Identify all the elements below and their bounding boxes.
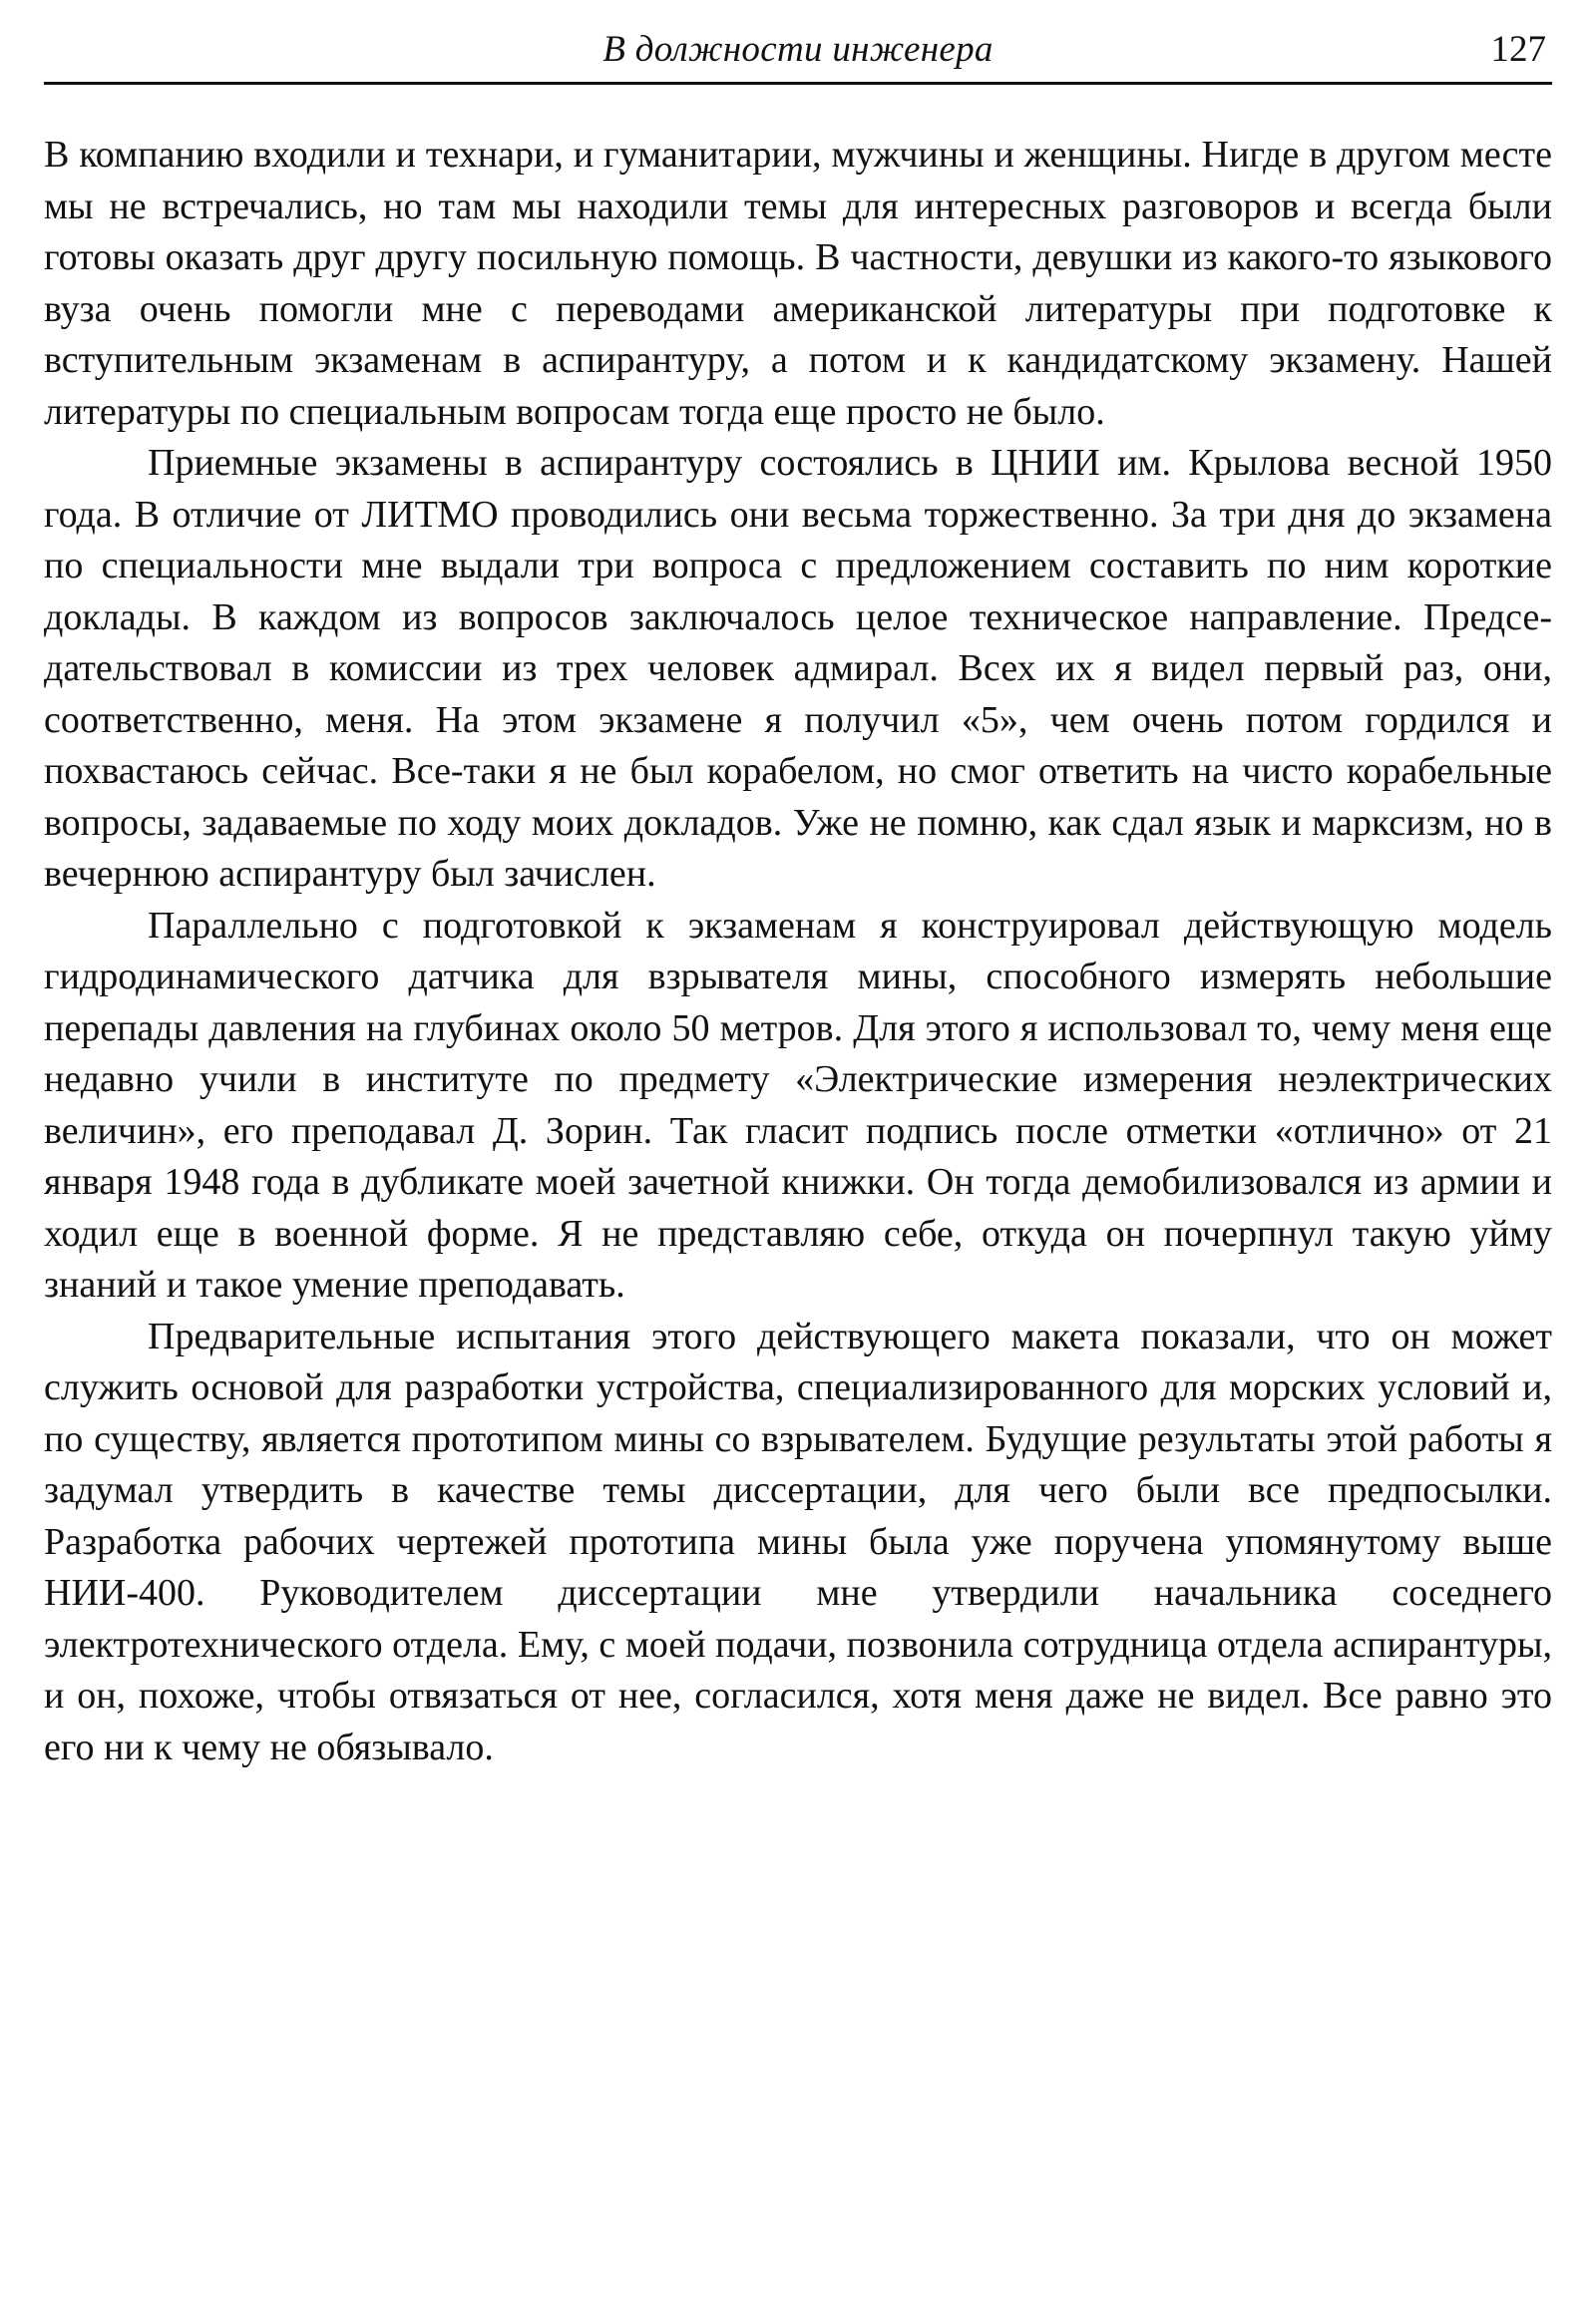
running-header — [44, 22, 1552, 85]
paragraph-3: Параллельно с подготовкой к экзаменам я конструировал действующую модель гидродинамического датчика для взрывателя мины, способного измерять небольшие перепады давления на глубинах около 50 метров. Для этого я использовал то, чему меня еще недавно учили в институте по предмету «Электрические измерения неэлектрических величин», его преподавал Д. Зорин. Так гласит подпись после отметки «отлично» от 21 января 1948 года в дубликате моей зачетной книжки. Он тогда демобилизовался из армии и ходил еще в военной форме. Я не представляю себе, откуда он почерпнул такую уйму знаний и такое умение преподавать. — [44, 904, 1552, 1306]
paragraph-2: Приемные экзамены в аспирантуру состоялись в ЦНИИ им. Крылова весной 1950 года. В отличие от ЛИТМО проводились они весьма торжественно. За три дня до экзамена по специальности мне выдали три вопроса с предложением составить по ним короткие доклады. В каждом из вопросов заключалось целое техническое направление. Председательствовал в комиссии из трех человек адмирал. Всех их я видел первый раз, они, соответственно, меня. На этом экзамене я получил «5», чем очень потом гордился и похвастаюсь сейчас. Все-таки я не был корабелом, но смог ответить на чисто корабельные вопросы, задаваемые по ходу моих докладов. Уже не помню, как сдал язык и марксизм, но в вечернюю аспирантуру был зачислен. — [44, 442, 1552, 895]
paragraph-1: В компанию входили и технари, и гуманитарии, мужчины и женщины. Нигде в другом месте мы не встречались, но там мы находили темы для интересных разговоров и всегда были готовы оказать друг другу посильную помощь. В частности, девушки из какого-то языкового вуза очень помогли мне с переводами американской литературы при подготовке к вступительным экзаменам в аспирантуру, а потом и к кандидатскому экзамену. Нашей литературы по специальным вопросам тогда еще просто не было. — [44, 134, 1552, 433]
running-title: В должности инженера — [602, 29, 994, 70]
paragraph-4: Предварительные испытания этого действующего макета показали, что он может служить основой для разработки устройства, специализированного для морских условий и, по существу, является прототипом мины со взрывателем. Будущие результаты этой работы я задумал утвердить в качестве темы диссертации, для чего были все предпосылки. Разработка рабочих чертежей прототипа мины была уже поручена упомянутому выше НИИ-400. Руководителем диссертации мне утвердили начальника соседнего электротехнического отдела. Ему, с моей подачи, позвонила сотрудница отдела аспирантуры, и он, похоже, чтобы отвязаться от нее, согласился, хотя меня даже не видел. Все равно это его ни к чему не обязывало. — [44, 1315, 1552, 1768]
book-page — [44, 0, 1552, 2311]
body-text — [44, 130, 1552, 1773]
page-number: 127 — [1490, 29, 1546, 70]
